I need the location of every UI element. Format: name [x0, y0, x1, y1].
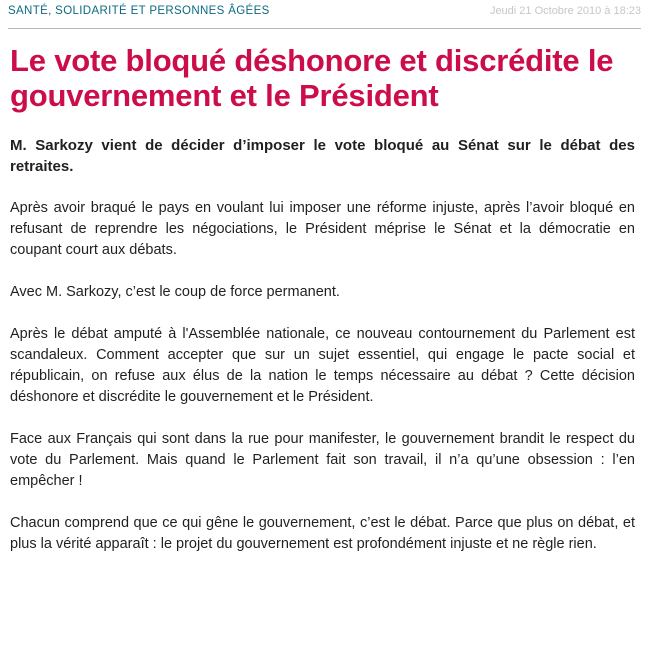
- header-divider: [8, 28, 641, 29]
- article-lead-paragraph: M. Sarkozy vient de décider d’imposer le vote bloqué au Sénat sur le débat des retraites.: [10, 137, 635, 175]
- article-timestamp: Jeudi 21 Octobre 2010 à 18:23: [489, 5, 641, 17]
- article-meta-row: [8, 4, 649, 22]
- article-paragraph-1: Après avoir braqué le pays en voulant lui imposer une réforme injuste, après l’avoir bloqué en refusant de reprendre les négociations, le Président méprise le Sénat et la démocratie en coupant court aux débats.: [10, 200, 635, 258]
- article-paragraph-4: Face aux Français qui sont dans la rue pour manifester, le gouvernement brandit le respect du vote du Parlement. Mais quand le Parlement fait son travail, il n’a qu’une obsession : l’en empêcher !: [10, 431, 635, 489]
- article-paragraph-2: Avec M. Sarkozy, c’est le coup de force permanent.: [10, 284, 340, 300]
- article-paragraph-3: Après le débat amputé à l'Assemblée nationale, ce nouveau contournement du Parlement est scandaleux. Comment accepter que sur un sujet essentiel, qui engage le pacte social et républicain, on refuse aux élus de la nation le temps nécessaire au débat ? Cette décision déshonore et discrédite le gouvernement et le Président.: [10, 326, 635, 405]
- article-paragraph-5: Chacun comprend que ce qui gêne le gouvernement, c’est le débat. Parce que plus on débat, et plus la vérité apparaît : le projet du gouvernement est profondément injuste et ne règle rien.: [10, 515, 635, 552]
- article-title: Le vote bloqué déshonore et discrédite le gouvernement et le Président: [10, 43, 614, 113]
- article-category-label[interactable]: SANTÉ, SOLIDARITÉ ET PERSONNES ÂGÉES: [8, 5, 270, 17]
